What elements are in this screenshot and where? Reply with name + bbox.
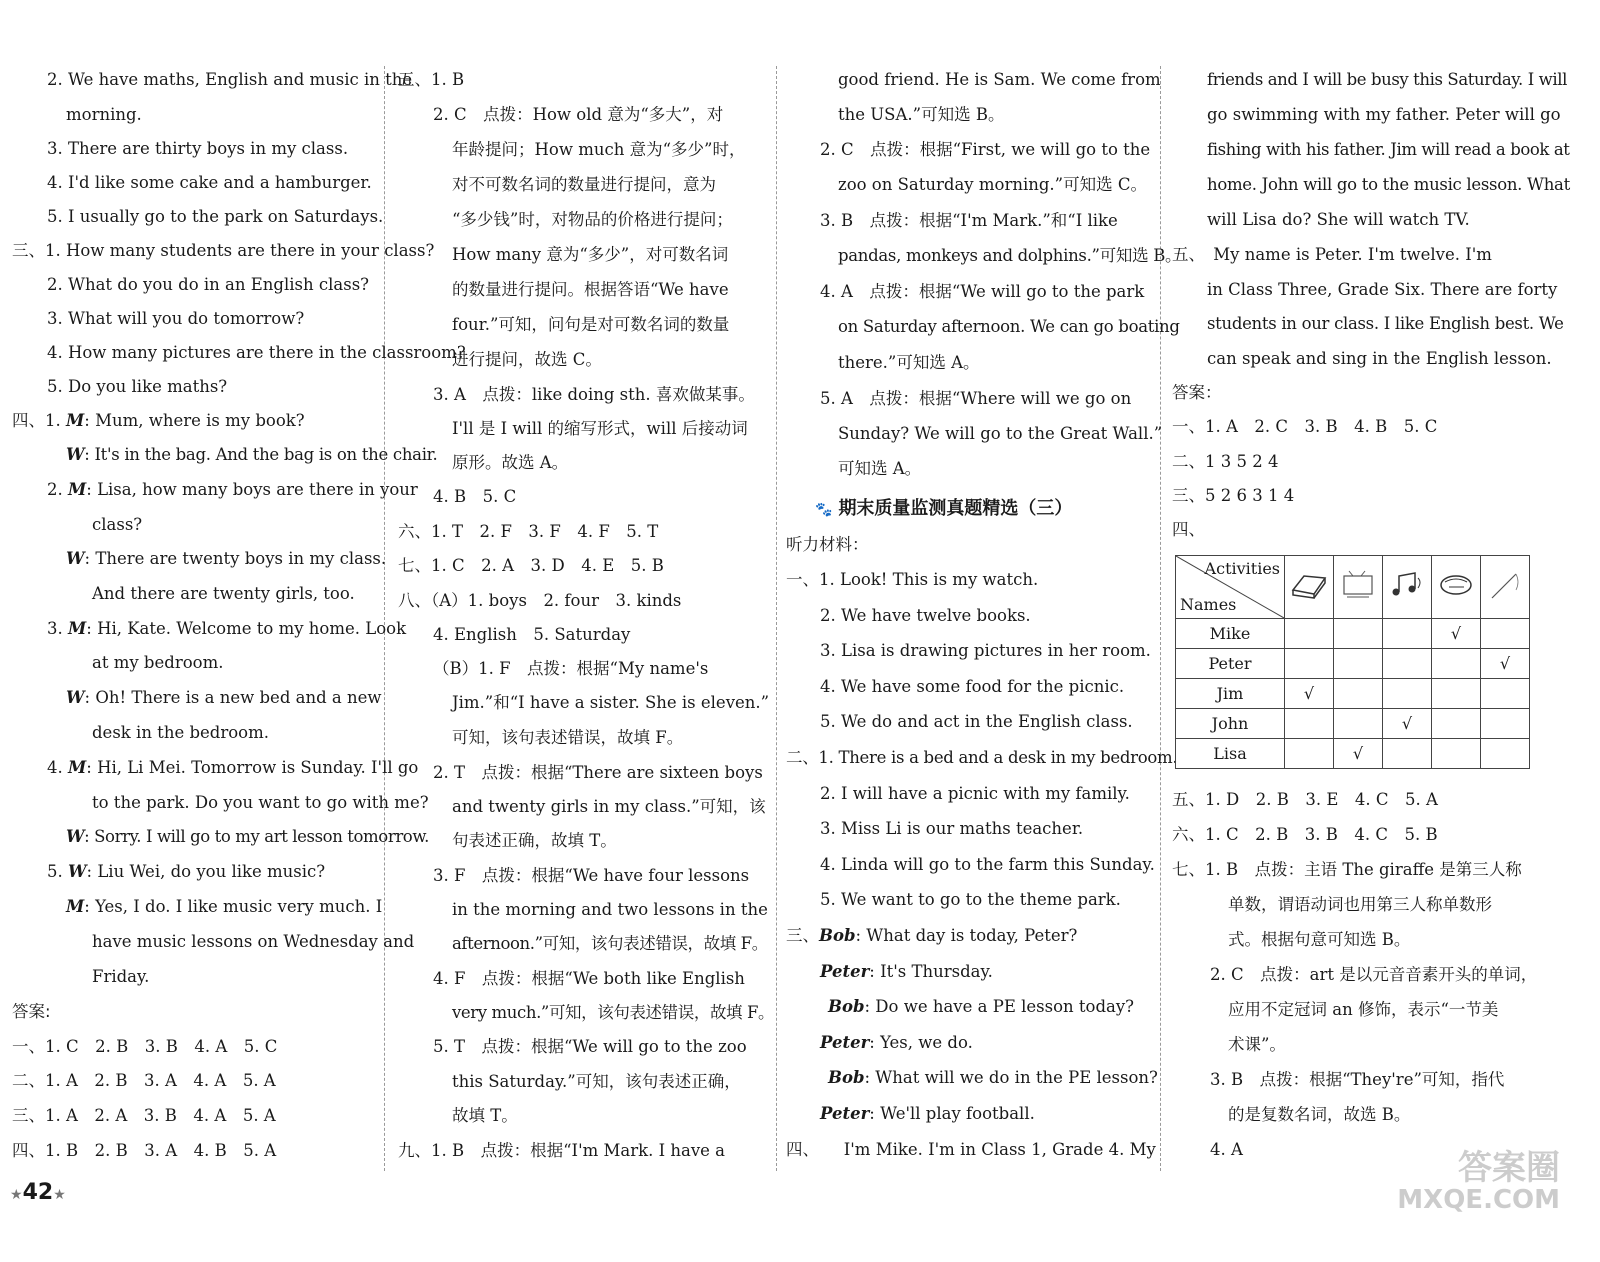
text-line: 的数量进行提问。根据答语“We have [452,280,729,299]
text-line: 3. Lisa is drawing pictures in her room. [820,641,1151,660]
table-header-row [1176,556,1530,619]
dialogue-line: 3. M: Hi, Kate. Welcome to my home. Look [47,619,407,638]
text-line: in Class Three, Grade Six. There are forty [1207,280,1558,299]
dialogue-line: have music lessons on Wednesday and [92,932,415,951]
check-cell [1285,619,1334,649]
check-cell [1285,739,1334,769]
dialogue-line: M: Yes, I do. I like music very much. I [66,897,383,916]
text-line: 原形。故选 A。 [452,453,569,472]
check-cell [1481,619,1530,649]
answer-line: 一、1. C 2. B 3. B 4. A 5. C [12,1037,278,1056]
answers-label: 答案: [12,1002,51,1021]
star-icon: ★ [10,1187,23,1203]
text-line: 4. A [1210,1140,1243,1159]
check-cell: √ [1285,679,1334,709]
text-line: 3. F 点拨：根据“We have four lessons [433,866,750,885]
text-line: 一、1. Look! This is my watch. [786,570,1039,589]
text-line: 5. Do you like maths? [47,377,228,396]
text-line: 术课”。 [1228,1035,1286,1054]
tv-icon [1334,556,1383,619]
text-line: 八、（A）1. boys 2. four 3. kinds [398,591,682,610]
text-line: 年龄提问；How much 意为“多少”时， [452,140,746,159]
text-line: 五、 My name is Peter. I'm twelve. I'm [1172,245,1492,264]
text-line: 应用不定冠词 an 修饰，表示“一节美 [1228,1000,1499,1019]
row-name: Jim [1176,679,1285,709]
check-cell: √ [1481,649,1530,679]
text-line: 4. We have some food for the picnic. [820,677,1125,696]
answer-line: 四、 [1172,520,1205,539]
column-separator-3 [1160,66,1161,1171]
text-line: 3. A 点拨：like doing sth. 喜欢做某事。 [433,385,755,404]
text-line: can speak and sing in the English lesson. [1207,349,1552,368]
row-name: John [1176,709,1285,739]
dialogue-line: 四、1. M: Mum, where is my book? [12,411,305,430]
check-cell [1432,709,1481,739]
paw-icon: 🐾 [815,502,833,518]
dialogue-line: And there are twenty girls, too. [92,584,355,603]
check-cell: √ [1383,709,1432,739]
dialogue-line: W: It's in the bag. And the bag is on the chair. [66,445,438,464]
check-cell [1383,619,1432,649]
dialogue-line: W: Sorry. I will go to my art lesson tomorrow. [66,827,429,846]
text-line: this Saturday.”可知，该句表述正确， [452,1072,741,1091]
text-line: 可知，该句表述错误，故填 F。 [452,728,684,747]
answer-line: 六、1. C 2. B 3. B 4. C 5. B [1172,825,1438,844]
text-line: good friend. He is Sam. We come from [838,70,1161,89]
text-line: and twenty girls in my class.”可知，该 [452,797,766,816]
text-line: 五、1. B [398,70,465,89]
text-line: friends and I will be busy this Saturday. I will [1207,70,1568,89]
text-line: home. John will go to the music lesson. What [1207,175,1570,194]
text-line: 5. We do and act in the English class. [820,712,1133,731]
dialogue-line: at my bedroom. [92,653,224,672]
text-line: 2. What do you do in an English class? [47,275,370,294]
text-line: 2. T 点拨：根据“There are sixteen boys [433,763,763,782]
check-cell [1432,649,1481,679]
text-line: go swimming with my father. Peter will go [1207,105,1561,124]
row-name: Mike [1176,619,1285,649]
text-line: “多少钱”时，对物品的价格进行提问； [452,210,733,229]
text-line: 5. I usually go to the park on Saturdays. [47,207,384,226]
text-line: 六、1. T 2. F 3. F 4. F 5. T [398,522,659,541]
listening-label: 听力材料： [786,535,869,554]
check-cell [1481,679,1530,709]
table-diagonal-header [1176,556,1285,619]
text-line: How many 意为“多少”，对可数名词 [452,245,729,264]
text-line: 单数，谓语动词也用第三人称单数形 [1228,895,1492,914]
text-line: Jim.”和“I have a sister. She is eleven.” [452,693,770,712]
check-cell [1383,739,1432,769]
text-line: 2. C 点拨：根据“First, we will go to the [820,140,1151,159]
text-line: four.”可知，问句是对可数名词的数量 [452,315,730,334]
check-cell [1432,679,1481,709]
text-line: 4. English 5. Saturday [433,625,631,644]
answer-line: 二、1 3 5 2 4 [1172,452,1279,471]
text-line: 5. We want to go to the theme park. [820,890,1121,909]
text-line: 5. T 点拨：根据“We will go to the zoo [433,1037,747,1056]
text-line: zoo on Saturday morning.”可知选 C。 [838,175,1147,194]
check-cell [1334,619,1383,649]
text-line: 对不可数名词的数量进行提问，意为 [452,175,716,194]
text-line: 3. Miss Li is our maths teacher. [820,819,1084,838]
check-cell [1334,649,1383,679]
check-cell [1481,739,1530,769]
text-line: 四、 I'm Mike. I'm in Class 1, Grade 4. My [786,1140,1156,1159]
check-cell [1285,649,1334,679]
boat-icon [1432,556,1481,619]
text-line: in the morning and two lessons in the [452,900,768,919]
row-name: Lisa [1176,739,1285,769]
text-line: 2. We have twelve books. [820,606,1031,625]
dialogue-line: W: There are twenty boys in my class. [66,549,387,568]
dialogue-line: 三、Bob: What day is today, Peter? [786,926,1078,945]
table-row [1176,739,1530,769]
dialogue-line: Peter: Yes, we do. [820,1033,973,1052]
text-line: 可知选 A。 [838,459,922,478]
text-line: 句表述正确，故填 T。 [452,831,617,850]
dialogue-line: Bob: What will we do in the PE lesson? [828,1068,1158,1087]
text-line: 4. How many pictures are there in the classroom? [47,343,466,362]
check-cell [1383,679,1432,709]
table-row [1176,649,1530,679]
text-line: the USA.”可知选 B。 [838,105,1005,124]
text-line: 九、1. B 点拨：根据“I'm Mark. I have a [398,1141,725,1160]
text-line: morning. [66,105,142,124]
page-number: ★42★ [10,1180,66,1205]
text-line: 5. A 点拨：根据“Where will we go on [820,389,1132,408]
table-row [1176,709,1530,739]
text-line: on Saturday afternoon. We can go boating [838,317,1180,336]
check-cell [1334,679,1383,709]
watermark-url: MXQE.COM [1397,1185,1560,1215]
text-line: very much.”可知，该句表述错误，故填 F。 [452,1003,775,1022]
text-line: 二、1. There is a bed and a desk in my bedroom. [786,748,1178,767]
check-cell [1481,709,1530,739]
book-icon [1285,556,1334,619]
activities-table [1175,555,1530,769]
fishing-rod-icon [1481,556,1530,619]
dialogue-line: Bob: Do we have a PE lesson today? [828,997,1135,1016]
dialogue-line: 4. M: Hi, Li Mei. Tomorrow is Sunday. I'll go [47,758,419,777]
text-line: 三、1. How many students are there in your class? [12,241,435,260]
check-cell: √ [1334,739,1383,769]
watermark [1397,1150,1560,1214]
table-row [1176,619,1530,649]
text-line: 4. I'd like some cake and a hamburger. [47,173,372,192]
table-row [1176,679,1530,709]
text-line: will Lisa do? She will watch TV. [1207,210,1470,229]
text-line: 4. A 点拨：根据“We will go to the park [820,282,1145,301]
check-cell [1432,739,1481,769]
dialogue-line: 2. M: Lisa, how many boys are there in your [47,480,418,499]
text-line: pandas, monkeys and dolphins.”可知选 B。 [838,246,1182,265]
check-cell: √ [1432,619,1481,649]
text-line: 2. We have maths, English and music in the [47,70,413,89]
text-line: （B）1. F 点拨：根据“My name's [433,659,709,678]
text-line: 故填 T。 [452,1106,518,1125]
check-cell [1334,709,1383,739]
text-line: I'll 是 I will 的缩写形式，will 后接动词 [452,419,748,438]
dialogue-line: Friday. [92,967,150,986]
text-line: students in our class. I like English best. We [1207,314,1564,333]
text-line: 3. B 点拨：根据“They're”可知，指代 [1210,1070,1505,1089]
text-line: 的是复数名词，故选 B。 [1228,1105,1411,1124]
text-line: 七、1. C 2. A 3. D 4. E 5. B [398,556,664,575]
text-line: 2. C 点拨：How old 意为“多大”，对 [433,105,724,124]
text-line: 3. What will you do tomorrow? [47,309,305,328]
text-line: 2. I will have a picnic with my family. [820,784,1130,803]
header-activities: Activities [1204,559,1280,578]
text-line: 3. There are thirty boys in my class. [47,139,349,158]
text-line: 2. C 点拨：art 是以元音音素开头的单词， [1210,965,1538,984]
answer-line: 四、1. B 2. B 3. A 4. B 5. A [12,1141,277,1160]
text-line: 式。根据句意可知选 B。 [1228,930,1411,949]
row-name: Peter [1176,649,1285,679]
header-names: Names [1180,595,1237,614]
check-cell [1285,709,1334,739]
answers-label: 答案： [1172,383,1222,402]
watermark-logo: 答案圈 [1458,1148,1560,1188]
answer-line: 三、5 2 6 3 1 4 [1172,486,1295,505]
text-line: 七、1. B 点拨：主语 The giraffe 是第三人称 [1172,860,1522,879]
text-line: 进行提问，故选 C。 [452,350,602,369]
text-line: fishing with his father. Jim will read a book at [1207,140,1570,159]
text-line: Sunday? We will go to the Great Wall.” [838,424,1163,443]
dialogue-line: class? [92,515,143,534]
dialogue-line: desk in the bedroom. [92,723,269,742]
dialogue-line: Peter: It's Thursday. [820,962,993,981]
answer-line: 五、1. D 2. B 3. E 4. C 5. A [1172,790,1438,809]
music-icon [1383,556,1432,619]
dialogue-line: W: Oh! There is a new bed and a new [66,688,382,707]
answer-line: 二、1. A 2. B 3. A 4. A 5. A [12,1071,276,1090]
text-line: 4. F 点拨：根据“We both like English [433,969,745,988]
dialogue-line: 5. W: Liu Wei, do you like music? [47,862,326,881]
check-cell [1383,649,1432,679]
text-line: 3. B 点拨：根据“I'm Mark.”和“I like [820,211,1118,230]
star-icon: ★ [53,1187,66,1203]
section-title: 🐾 期末质量监测真题精选（三） [815,498,1073,519]
column-separator-2 [776,66,777,1171]
text-line: 4. Linda will go to the farm this Sunday. [820,855,1155,874]
dialogue-line: to the park. Do you want to go with me? [92,793,429,812]
dialogue-line: Peter: We'll play football. [820,1104,1035,1123]
answer-line: 一、1. A 2. C 3. B 4. B 5. C [1172,417,1438,436]
text-line: 4. B 5. C [433,487,517,506]
text-line: there.”可知选 A。 [838,353,980,372]
text-line: afternoon.”可知，该句表述错误，故填 F。 [452,934,768,953]
answer-line: 三、1. A 2. A 3. B 4. A 5. A [12,1106,276,1125]
